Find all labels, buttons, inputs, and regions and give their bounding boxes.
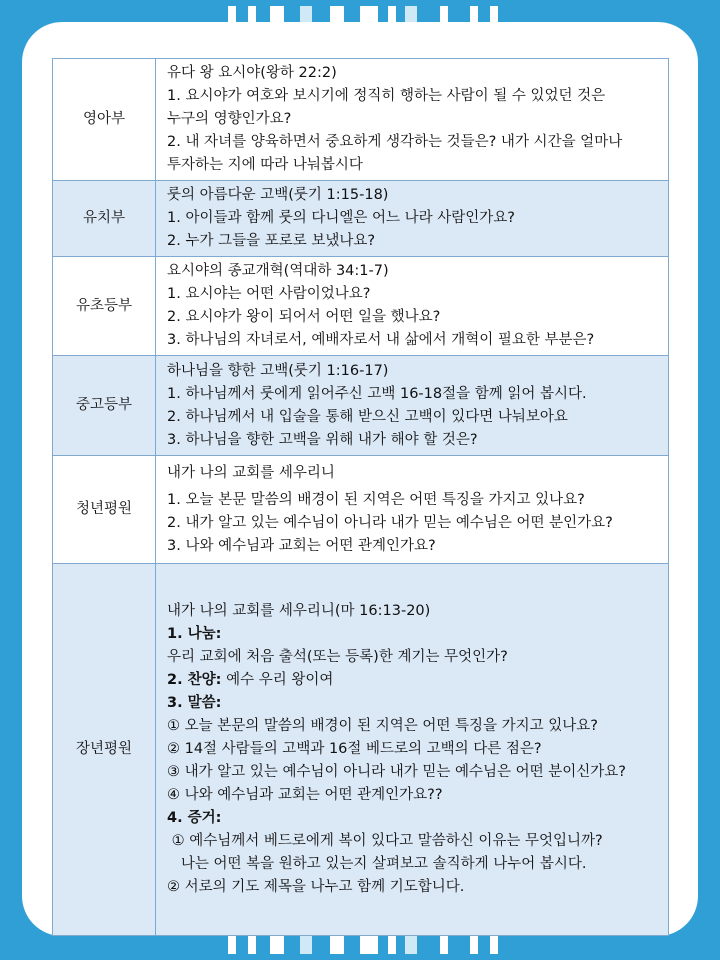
question-line: 1. 아이들과 함께 룻의 다니엘은 어느 나라 사람인가요?: [167, 210, 515, 226]
stripe: [360, 936, 378, 954]
stripe: [330, 936, 344, 954]
stripe: [470, 936, 478, 954]
section-text: 예수 우리 왕이여: [226, 672, 334, 688]
question-line: 2. 내 자녀를 양육하면서 중요하게 생각하는 것들은? 내가 시간을 얼마나: [167, 134, 623, 150]
stripe: [405, 936, 417, 954]
question-line: 3. 하나님의 자녀로서, 예배자로서 내 삶에서 개혁이 필요한 부분은?: [167, 332, 595, 348]
question-line: ① 오늘 본문의 말씀의 배경이 된 지역은 어떤 특징을 가지고 있나요?: [167, 718, 598, 734]
dept-cell: 영아부: [53, 59, 156, 181]
content-cell: [156, 356, 669, 456]
row-title: 내가 나의 교회를 세우리니: [167, 464, 335, 481]
row-title: 룻의 아름다운 고백(룻기 1:15-18): [167, 187, 389, 203]
question-line: 1. 요시야가 여호와 보시기에 정직히 행하는 사람이 될 수 있었던 것은: [167, 88, 606, 104]
stripe: [490, 936, 498, 954]
question-line: ① 예수님께서 베드로에게 복이 있다고 말씀하신 이유는 무엇입니까?: [167, 833, 603, 849]
content-cell: [156, 59, 669, 181]
question-line: 1. 오늘 본문 말씀의 배경이 된 지역은 어떤 특징을 가지고 있나요?: [167, 491, 585, 508]
table-row: [53, 564, 669, 936]
stripe: [300, 936, 312, 954]
stripe: [248, 936, 256, 954]
question-line: 3. 나와 예수님과 교회는 어떤 관계인가요?: [167, 537, 436, 554]
row-title: 유다 왕 요시야(왕하 22:2): [167, 65, 337, 81]
dept-cell: 중고등부: [53, 356, 156, 456]
question-line: 2. 누가 그들을 포로로 보냈나요?: [167, 233, 376, 249]
table-row: [53, 59, 669, 181]
section-line: [167, 669, 660, 692]
row-title: 하나님을 향한 고백(룻기 1:16-17): [167, 362, 389, 379]
content-cell: [156, 564, 669, 936]
question-line: 투자하는 지에 따라 나눠봅시다: [167, 157, 363, 173]
question-line: 2. 요시야가 왕이 되어서 어떤 일을 했나요?: [167, 309, 441, 325]
section-heading: 3. 말씀:: [167, 695, 222, 711]
dept-cell: 유치부: [53, 181, 156, 257]
stripe: [388, 936, 396, 954]
row-title: 요시야의 종교개혁(역대하 34:1-7): [167, 263, 389, 279]
stripe: [228, 936, 236, 954]
question-line: 1. 하나님께서 룻에게 읽어주신 고백 16-18절을 함께 읽어 봅시다.: [167, 385, 587, 402]
question-line: 누구의 영향인가요?: [167, 111, 292, 127]
question-line: ② 서로의 기도 제목을 나누고 함께 기도합니다.: [167, 879, 465, 895]
question-line: ④ 나와 예수님과 교회는 어떤 관계인가요??: [167, 787, 443, 803]
section-heading: 1. 나눔:: [167, 626, 222, 642]
section-text: 우리 교회에 처음 출석(또는 등록)한 계기는 무엇인가?: [167, 649, 508, 665]
question-line: 나는 어떤 복을 원하고 있는지 살펴보고 솔직하게 나누어 봅시다.: [167, 856, 587, 872]
table-row: [53, 356, 669, 456]
question-line: 1. 요시야는 어떤 사람이었나요?: [167, 286, 371, 302]
question-line: ② 14절 사람들의 고백과 16절 베드로의 고백의 다른 점은?: [167, 741, 542, 757]
dept-cell: 유초등부: [53, 257, 156, 356]
question-line: 2. 하나님께서 내 입술을 통해 받으신 고백이 있다면 나눠보아요: [167, 408, 568, 425]
content-cell: [156, 181, 669, 257]
question-line: 3. 하나님을 향한 고백을 위해 내가 해야 할 것은?: [167, 431, 478, 448]
content-cell: [156, 456, 669, 564]
row-title: 내가 나의 교회를 세우리니(마 16:13-20): [167, 603, 431, 619]
table-row: [53, 257, 669, 356]
section-heading: 2. 찬양:: [167, 672, 222, 688]
stripe: [270, 936, 284, 954]
content-cell: [156, 257, 669, 356]
dept-cell: 장년평원: [53, 564, 156, 936]
table-row: [53, 181, 669, 257]
stripe: [440, 936, 448, 954]
dept-cell: 청년평원: [53, 456, 156, 564]
question-line: 2. 내가 알고 있는 예수님이 아니라 내가 믿는 예수님은 어떤 분인가요?: [167, 514, 613, 531]
program-table: [52, 58, 669, 936]
question-line: ③ 내가 알고 있는 예수님이 아니라 내가 믿는 예수님은 어떤 분이신가요?: [167, 764, 626, 780]
table-row: [53, 456, 669, 564]
section-heading: 4. 증거:: [167, 810, 222, 826]
